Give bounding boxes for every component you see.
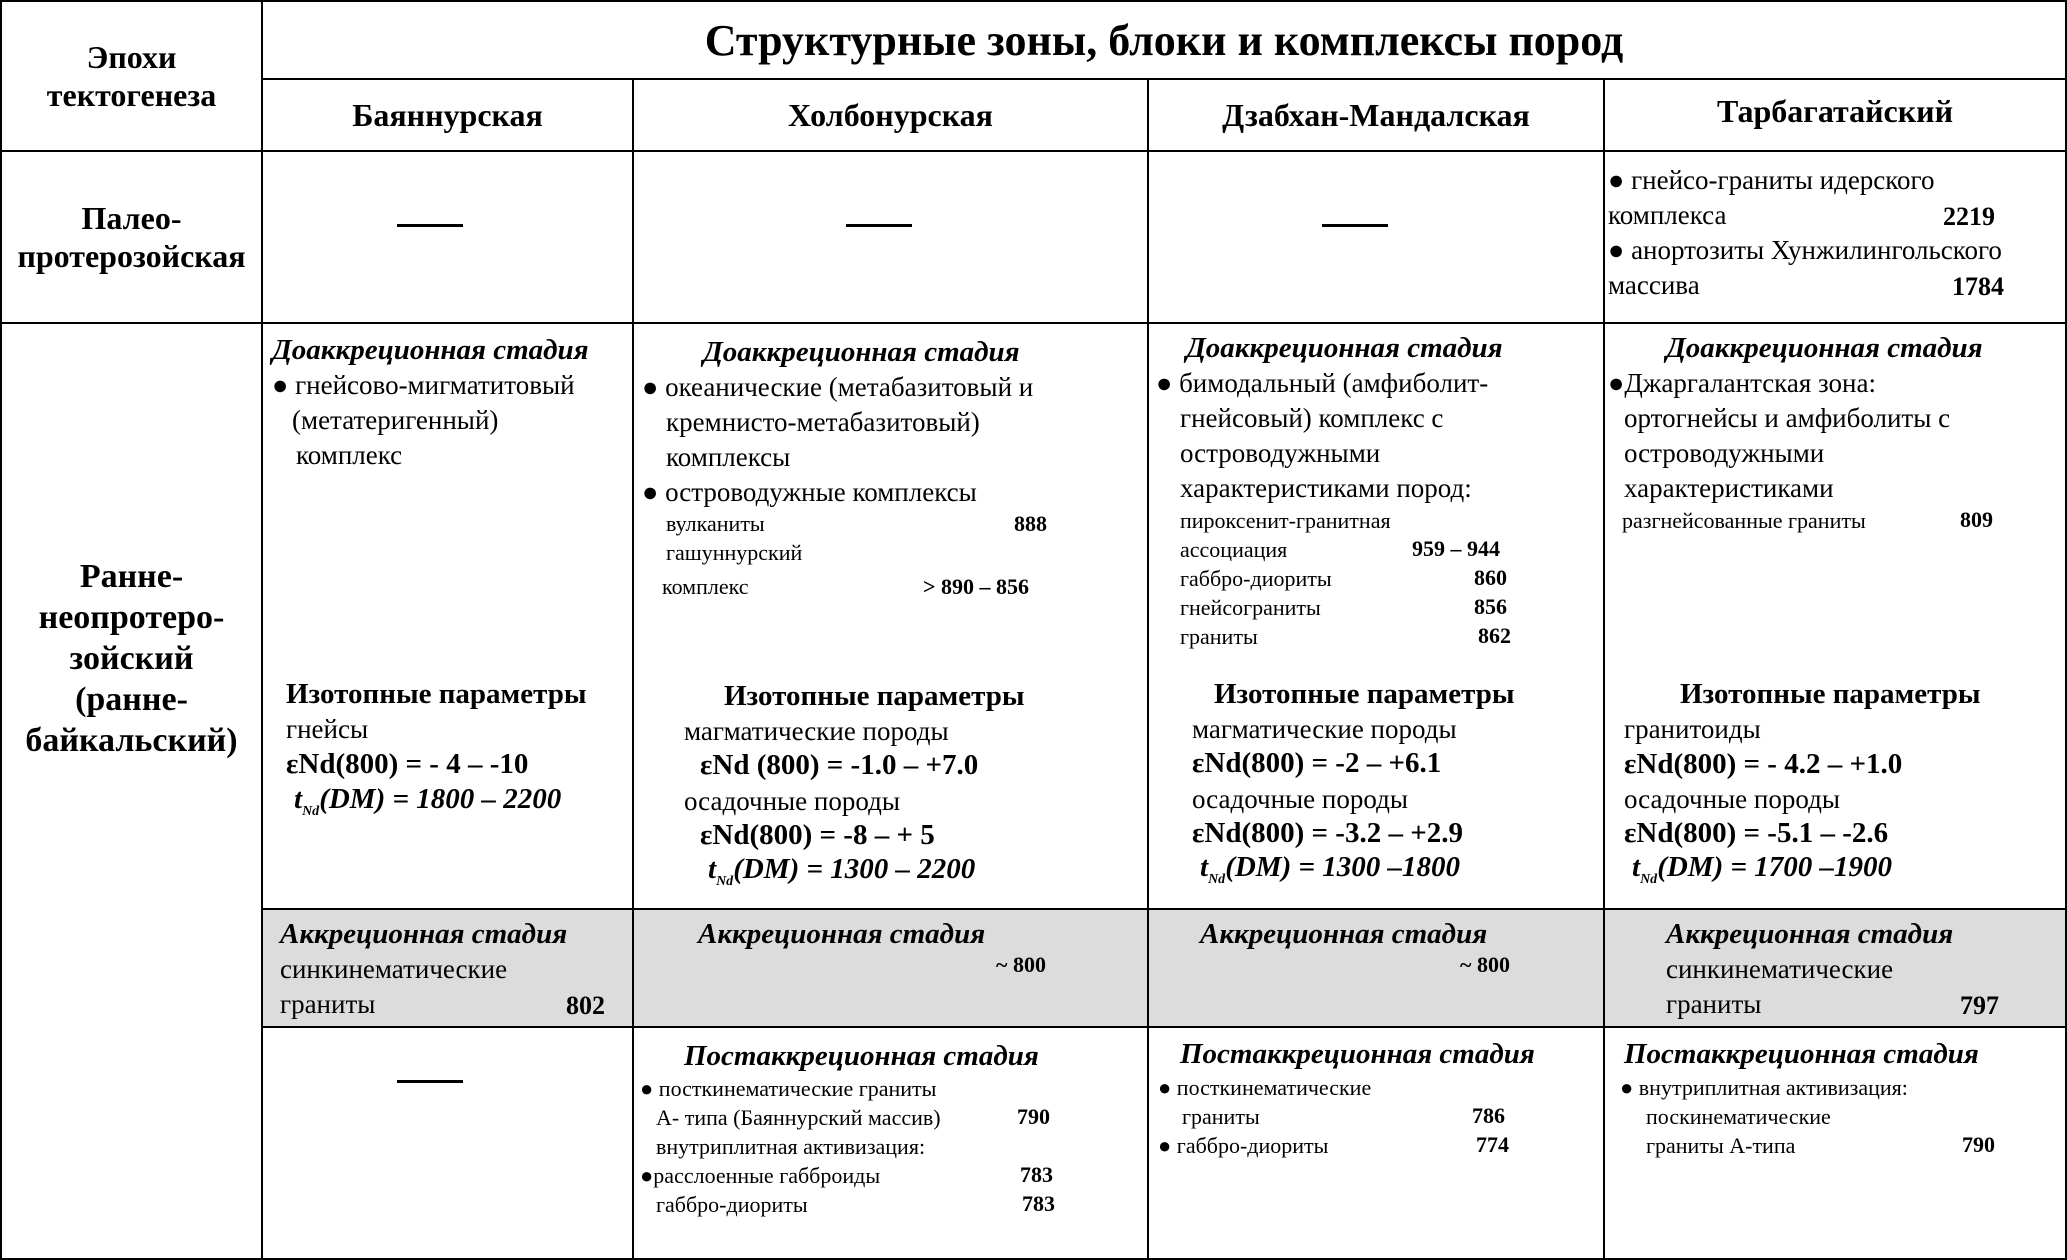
holbo-post1a-text: посткинематические граниты: [658, 1076, 937, 1101]
dzab-post2: ● габбро-диориты: [1158, 1133, 1329, 1158]
tarb-post1b: поскинематические: [1646, 1104, 1831, 1129]
tdm-t: t: [1632, 851, 1641, 883]
tdm-sub: Nd: [1640, 871, 1658, 887]
holbo-gash-age: > 890 – 856: [923, 574, 1030, 599]
dzab-tdm-value: (DM) = 1300 –1800: [1225, 851, 1461, 883]
tdm-t: t: [1200, 851, 1209, 883]
holbo-pre-line2: кремнисто-метабазитовый): [666, 407, 980, 437]
tarb-acc-stage: Аккреционная стадия: [1666, 918, 1954, 950]
tarb-pre-line3: островодужными: [1624, 438, 1825, 468]
bayan-pre-line1: гнейсово-мигматитовый: [295, 370, 575, 400]
tarb-paleo-item1-line2: комплекса: [1608, 200, 1727, 230]
tarb-acc-age: 797: [1960, 991, 1999, 1020]
dzab-r4: граниты: [1180, 624, 1258, 649]
holbo-post1-age: 790: [1017, 1104, 1050, 1129]
dzab-r3: гнейсограниты: [1180, 595, 1321, 620]
holbo-post2: внутриплитная активизация:: [656, 1134, 926, 1159]
bayan-acc-line2: граниты: [280, 989, 376, 1019]
holbo-pre-line1: океанические (метабазитовый и: [665, 372, 1034, 402]
tdm-t: t: [708, 853, 717, 885]
tdm-sub: Nd: [302, 803, 320, 819]
holbo-eps-mag: εNd (800) = -1.0 – +7.0: [700, 749, 979, 781]
dzab-post-stage: Постаккреционная стадия: [1180, 1038, 1535, 1070]
dzab-r1a: пироксенит-гранитная: [1180, 508, 1391, 533]
holbo-post3-age: 783: [1020, 1162, 1053, 1187]
tarb-paleo-item2: ● анортозиты Хунжилингольского: [1608, 235, 2002, 265]
holbo-post4: габбро-диориты: [656, 1192, 808, 1217]
holbo-acc-stage: Аккреционная стадия: [698, 918, 986, 950]
tarb-pre-line2: ортогнейсы и амфиболиты с: [1624, 403, 1951, 433]
holbo-volc: вулканиты: [666, 511, 765, 536]
tarb-tdm: [1632, 850, 1892, 897]
holbo-post-stage: Постаккреционная стадия: [684, 1040, 1039, 1072]
border-col3: [1147, 78, 1149, 1260]
dzab-pre-line4: характеристиками пород:: [1180, 473, 1472, 503]
holbo-eps-sed: εNd(800) = -8 – + 5: [700, 819, 935, 851]
bayan-acc-age: 802: [566, 991, 605, 1020]
holbo-post1b: А- типа (Баяннурский массив): [656, 1105, 941, 1130]
bayan-pre-line2: (метатеригенный): [292, 405, 499, 435]
dzab-pre-line1: бимодальный (амфиболит-: [1179, 368, 1489, 398]
tarb-post-stage: Постаккреционная стадия: [1624, 1038, 1979, 1070]
dzab-post1a: ● посткинематические: [1158, 1075, 1372, 1100]
tarb-tdm-value: (DM) = 1700 –1900: [1657, 851, 1893, 883]
dzab-acc-stage: Аккреционная стадия: [1200, 918, 1488, 950]
tarb-pre-line4: характеристиками: [1624, 473, 1834, 503]
holbo-post3-text: расслоенные габброиды: [653, 1163, 881, 1188]
dzab-post2-age: 774: [1476, 1132, 1509, 1157]
epoch-neo-line1: Ранне-: [79, 557, 184, 595]
epoch-neo-line5: байкальский): [25, 721, 238, 759]
dzab-r2: габбро-диориты: [1180, 566, 1332, 591]
border-col2: [632, 78, 634, 1260]
bayan-acc-stage: Аккреционная стадия: [280, 918, 568, 950]
epochs-header-label: Эпохи тектогенеза: [46, 39, 217, 113]
tarb-post1c: граниты А-типа: [1646, 1133, 1796, 1158]
main-title: Структурные зоны, блоки и комплексы пород: [704, 15, 1624, 65]
bayan-tdm-value: (DM) = 1800 – 2200: [319, 783, 562, 815]
dzab-post1b: граниты: [1182, 1104, 1260, 1129]
dzab-r1-age: 959 – 944: [1412, 536, 1500, 561]
dzab-pre-line3: островодужными: [1180, 438, 1381, 468]
tarb-post1a-text: внутриплитная активизация:: [1638, 1075, 1908, 1100]
tarb-acc-line2: граниты: [1666, 989, 1762, 1019]
dzab-eps-sed: εNd(800) = -3.2 – +2.9: [1192, 817, 1463, 849]
tarb-paleo-item1-text: гнейсо-граниты идерского: [1631, 165, 1935, 195]
dash-bayan-post: [397, 1080, 463, 1083]
dzab-r1b: ассоциация: [1180, 537, 1288, 562]
dzab-tdm: [1200, 850, 1460, 897]
border-under-paleo: [0, 322, 2067, 324]
epoch-neo-line3: зойский: [69, 639, 194, 677]
border-acc-bottom: [262, 1026, 2067, 1028]
zone-holbo: Холбонурская: [788, 97, 993, 133]
tdm-sub: Nd: [716, 873, 734, 889]
border-under-header: [0, 150, 2067, 152]
holbo-acc-age: ~ 800: [996, 952, 1046, 977]
zone-tarb: Тарбагатайский: [1716, 93, 1954, 129]
bayan-iso-header: Изотопные параметры: [286, 678, 587, 710]
holbo-iso-mag: магматические породы: [684, 716, 949, 746]
dzab-iso-mag: магматические породы: [1192, 714, 1457, 744]
holbo-tdm-value: (DM) = 1300 – 2200: [733, 853, 976, 885]
holbo-gash1: гашуннурский: [666, 540, 803, 565]
dzab-r3-age: 856: [1474, 594, 1507, 619]
dzab-iso-sed: осадочные породы: [1192, 784, 1408, 814]
dzab-r4-age: 862: [1478, 623, 1511, 648]
bayan-pre-stage: Доаккреционная стадия: [272, 334, 589, 366]
tarb-eps-mag: εNd(800) = - 4.2 – +1.0: [1624, 748, 1903, 780]
zone-dzab: Дзабхан-Мандалская: [1222, 97, 1530, 133]
tdm-sub: Nd: [1208, 871, 1226, 887]
holbo-pre-item: ● океанические (метабазитовый и: [642, 372, 1034, 402]
holbo-post4-age: 783: [1022, 1191, 1055, 1216]
tarb-pre-line1: Джаргалантская зона:: [1624, 368, 1876, 398]
tarb-paleo-item1-age: 2219: [1943, 202, 1995, 231]
border-epoch: [261, 0, 263, 1260]
dzab-pre-line2: гнейсовый) комплекс с: [1180, 403, 1444, 433]
epoch-neo: [2, 548, 261, 768]
dash-bayan-paleo: [397, 224, 463, 227]
tarb-paleo-item2-age: 1784: [1952, 272, 2004, 301]
epoch-paleo-line1: Палео-: [81, 200, 182, 236]
bayan-eps: εNd(800) = - 4 – -10: [286, 748, 529, 780]
holbo-post3: ●расслоенные габброиды: [640, 1163, 881, 1188]
bayan-acc-line1: синкинематические: [280, 954, 508, 984]
holbo-pre-line3: комплексы: [666, 442, 791, 472]
bayan-iso-rock: гнейсы: [286, 714, 369, 744]
dzab-post2-text: габбро-диориты: [1176, 1133, 1329, 1158]
tarb-iso-rock: гранитоиды: [1624, 714, 1761, 744]
tarb-paleo-item2-text: анортозиты Хунжилингольского: [1631, 235, 2002, 265]
zone-bayan: Баяннурская: [352, 97, 543, 133]
tarb-acc-line1: синкинематические: [1666, 954, 1894, 984]
tarb-iso-sed: осадочные породы: [1624, 784, 1840, 814]
border-acc-top: [262, 908, 2067, 910]
holbo-tdm: [708, 852, 975, 899]
dzab-pre-item: ● бимодальный (амфиболит-: [1156, 368, 1489, 398]
holbo-iso-header: Изотопные параметры: [724, 680, 1025, 712]
epoch-neo-line2: неопротеро-: [38, 598, 225, 636]
holbo-iso-sed: осадочные породы: [684, 786, 900, 816]
border-col4: [1603, 78, 1605, 1260]
bayan-pre-line3: комплекс: [296, 440, 403, 470]
dzab-pre-stage: Доаккреционная стадия: [1186, 332, 1503, 364]
holbo-volc-age: 888: [1014, 511, 1047, 536]
dzab-post1-age: 786: [1472, 1103, 1505, 1128]
holbo-island-text: островодужные комплексы: [665, 477, 977, 507]
dzab-iso-header: Изотопные параметры: [1214, 678, 1515, 710]
tarb-r1-age: 809: [1960, 507, 1993, 532]
tarb-paleo-item1: ● гнейсо-граниты идерского: [1608, 165, 1935, 195]
dzab-post1a-text: посткинематические: [1176, 1075, 1372, 1100]
epochs-header: [2, 2, 261, 150]
tarb-pre-item: ●Джаргалантская зона:: [1608, 368, 1876, 398]
epoch-neo-line4: (ранне-: [75, 680, 188, 718]
holbo-pre-stage: Доаккреционная стадия: [703, 336, 1020, 368]
tdm-t: t: [294, 783, 303, 815]
tarb-post1a: ● внутриплитная активизация:: [1620, 1075, 1908, 1100]
dash-holbo-paleo: [846, 224, 912, 227]
dzab-r2-age: 860: [1474, 565, 1507, 590]
holbo-gash2: комплекс: [662, 574, 749, 599]
holbo-post1a: ● посткинематические граниты: [640, 1076, 937, 1101]
dash-dzab-paleo: [1322, 224, 1388, 227]
holbo-island: ● островодужные комплексы: [642, 477, 977, 507]
dzab-eps-mag: εNd(800) = -2 – +6.1: [1192, 747, 1442, 779]
bayan-tdm: [294, 782, 561, 829]
tarb-paleo-item2-line2: массива: [1608, 270, 1700, 300]
tarb-eps-sed: εNd(800) = -5.1 – -2.6: [1624, 817, 1889, 849]
tarb-post1-age: 790: [1962, 1132, 1995, 1157]
tarb-pre-stage: Доаккреционная стадия: [1666, 332, 1983, 364]
epoch-paleo: [2, 152, 261, 322]
epoch-paleo-line2: протерозойская: [17, 238, 246, 274]
bayan-pre-item: ● гнейсово-мигматитовый: [272, 370, 575, 400]
dzab-acc-age: ~ 800: [1460, 952, 1510, 977]
tarb-r1: разгнейсованные граниты: [1622, 508, 1866, 533]
tarb-iso-header: Изотопные параметры: [1680, 678, 1981, 710]
